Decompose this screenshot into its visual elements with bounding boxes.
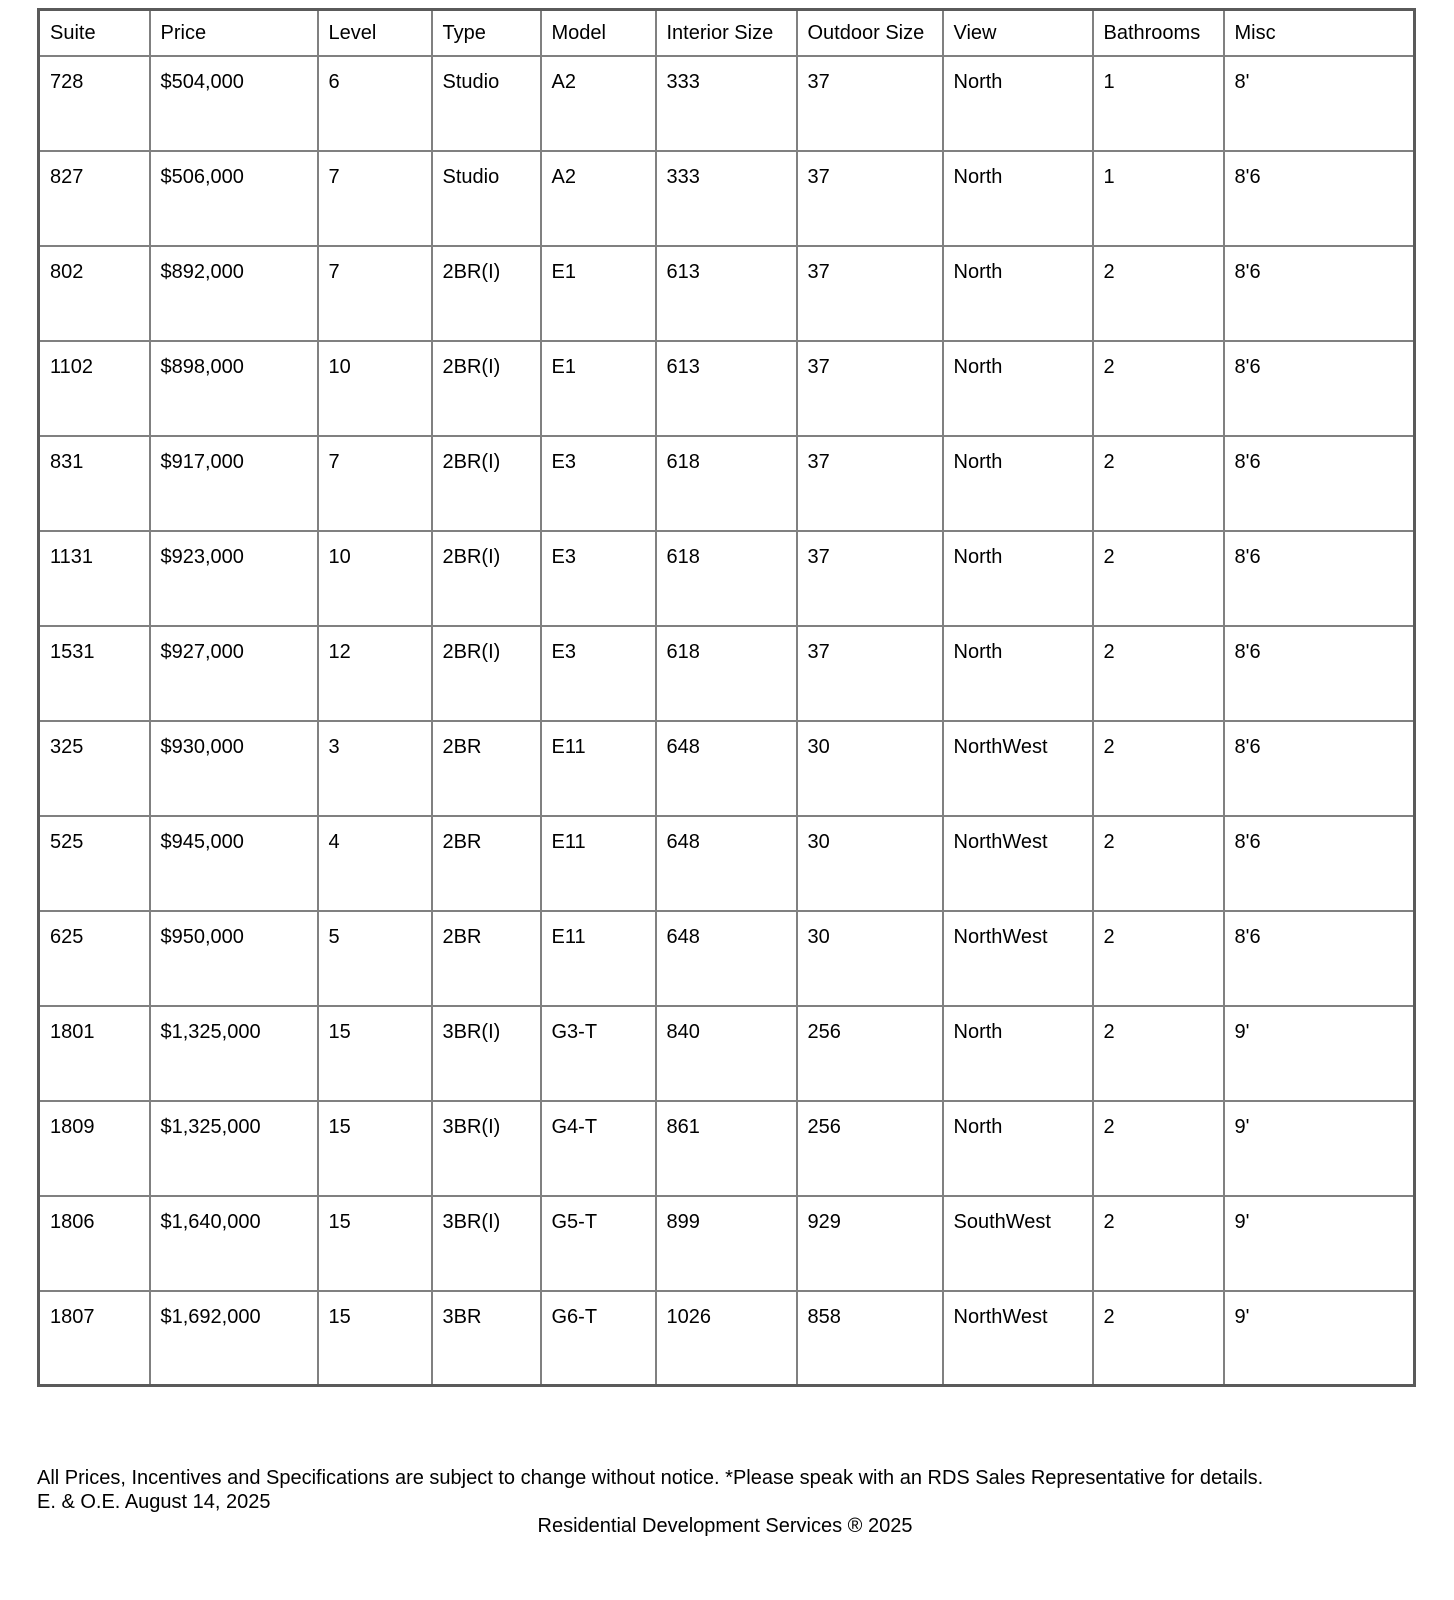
table-row [39,816,1415,911]
table-row [39,1101,1415,1196]
column-header-bathrooms: Bathrooms [1093,10,1224,56]
table-row [39,1196,1415,1291]
table-cell: 10 [318,341,432,436]
table-cell: 2BR(I) [432,436,541,531]
table-cell: E3 [541,436,656,531]
table-cell: A2 [541,56,656,151]
table-cell: $923,000 [150,531,318,626]
table-cell: 2 [1093,1291,1224,1386]
table-cell: 8'6 [1224,531,1415,626]
table-cell: 2 [1093,246,1224,341]
table-row [39,56,1415,151]
table-cell: G3-T [541,1006,656,1101]
table-cell: 2 [1093,626,1224,721]
table-cell: 618 [656,626,797,721]
table-cell: 1801 [39,1006,150,1101]
table-cell: 613 [656,246,797,341]
table-cell: 2BR(I) [432,246,541,341]
table-cell: 1531 [39,626,150,721]
table-cell: E11 [541,721,656,816]
table-cell: North [943,531,1093,626]
table-cell: SouthWest [943,1196,1093,1291]
table-cell: North [943,626,1093,721]
table-cell: North [943,436,1093,531]
table-cell: 2BR [432,911,541,1006]
table-cell: 3BR [432,1291,541,1386]
table-cell: $1,325,000 [150,1006,318,1101]
copyright-text: Residential Development Services ® 2025 [537,1515,913,1537]
table-cell: E11 [541,816,656,911]
table-row [39,436,1415,531]
table-cell: 37 [797,626,943,721]
table-row [39,721,1415,816]
table-cell: 15 [318,1291,432,1386]
table-cell: 8'6 [1224,246,1415,341]
table-cell: $950,000 [150,911,318,1006]
table-cell: $506,000 [150,151,318,246]
table-cell: Studio [432,151,541,246]
column-header-misc: Misc [1224,10,1415,56]
table-cell: 8'6 [1224,816,1415,911]
table-cell: 899 [656,1196,797,1291]
table-cell: North [943,1006,1093,1101]
table-cell: $504,000 [150,56,318,151]
table-cell: 618 [656,436,797,531]
table-cell: $898,000 [150,341,318,436]
table-cell: 2 [1093,721,1224,816]
column-header-outdoor-size: Outdoor Size [797,10,943,56]
table-cell: 2BR(I) [432,341,541,436]
table-cell: 7 [318,151,432,246]
table-cell: Studio [432,56,541,151]
table-row [39,911,1415,1006]
table-cell: 861 [656,1101,797,1196]
table-cell: North [943,56,1093,151]
table-cell: 256 [797,1006,943,1101]
table-cell: 37 [797,531,943,626]
table-cell: 37 [797,56,943,151]
table-cell: 8'6 [1224,436,1415,531]
table-cell: 840 [656,1006,797,1101]
table-cell: 802 [39,246,150,341]
table-cell: 613 [656,341,797,436]
table-cell: $1,692,000 [150,1291,318,1386]
table-cell: 8'6 [1224,721,1415,816]
table-cell: $1,325,000 [150,1101,318,1196]
table-header-row [39,10,1415,56]
table-cell: 2BR(I) [432,531,541,626]
table-cell: 6 [318,56,432,151]
table-cell: $1,640,000 [150,1196,318,1291]
table-cell: E3 [541,531,656,626]
table-cell: 8' [1224,56,1415,151]
table-cell: 9' [1224,1006,1415,1101]
table-cell: 625 [39,911,150,1006]
table-cell: 3BR(I) [432,1006,541,1101]
table-cell: 325 [39,721,150,816]
table-row [39,1006,1415,1101]
table-cell: 2 [1093,1196,1224,1291]
table-cell: G5-T [541,1196,656,1291]
table-row [39,246,1415,341]
table-cell: 8'6 [1224,626,1415,721]
table-row [39,1291,1415,1386]
table-cell: 1102 [39,341,150,436]
table-cell: 2 [1093,436,1224,531]
table-row [39,151,1415,246]
table-cell: 9' [1224,1101,1415,1196]
table-cell: 827 [39,151,150,246]
table-row [39,341,1415,436]
table-cell: 37 [797,436,943,531]
table-cell: NorthWest [943,911,1093,1006]
table-row [39,626,1415,721]
table-cell: 3BR(I) [432,1101,541,1196]
table-cell: 8'6 [1224,151,1415,246]
table-cell: 831 [39,436,150,531]
table-cell: 333 [656,56,797,151]
table-cell: $917,000 [150,436,318,531]
table-cell: 37 [797,341,943,436]
table-cell: 10 [318,531,432,626]
table-cell: 648 [656,816,797,911]
table-cell: North [943,246,1093,341]
table-cell: $930,000 [150,721,318,816]
table-cell: E11 [541,911,656,1006]
table-cell: 8'6 [1224,911,1415,1006]
column-header-model: Model [541,10,656,56]
table-cell: 30 [797,721,943,816]
table-cell: 7 [318,246,432,341]
table-cell: 8'6 [1224,341,1415,436]
table-cell: 1806 [39,1196,150,1291]
table-cell: 2 [1093,1006,1224,1101]
table-cell: 7 [318,436,432,531]
table-cell: 525 [39,816,150,911]
table-cell: 15 [318,1101,432,1196]
table-cell: 2 [1093,531,1224,626]
table-cell: 1131 [39,531,150,626]
table-cell: 2BR [432,721,541,816]
table-cell: 15 [318,1196,432,1291]
table-cell: 1809 [39,1101,150,1196]
table-cell: 2 [1093,1101,1224,1196]
table-cell: G6-T [541,1291,656,1386]
errors-and-omissions-text: E. & O.E. August 14, 2025 [37,1491,271,1513]
table-cell: NorthWest [943,816,1093,911]
table-cell: $945,000 [150,816,318,911]
table-cell: 2BR(I) [432,626,541,721]
table-cell: 9' [1224,1196,1415,1291]
column-header-view: View [943,10,1093,56]
table-cell: 2 [1093,816,1224,911]
table-cell: A2 [541,151,656,246]
table-cell: 3 [318,721,432,816]
table-cell: NorthWest [943,1291,1093,1386]
column-header-interior-size: Interior Size [656,10,797,56]
table-cell: 37 [797,151,943,246]
table-cell: E1 [541,246,656,341]
availability-table [37,8,1416,1387]
table-cell: 3BR(I) [432,1196,541,1291]
table-cell: 15 [318,1006,432,1101]
table-cell: North [943,151,1093,246]
table-cell: 1 [1093,151,1224,246]
table-cell: 1 [1093,56,1224,151]
table-cell: G4-T [541,1101,656,1196]
column-header-type: Type [432,10,541,56]
table-cell: 728 [39,56,150,151]
table-header [39,10,1415,56]
table-cell: 1026 [656,1291,797,1386]
table-cell: 2BR [432,816,541,911]
table-cell: NorthWest [943,721,1093,816]
table-cell: E3 [541,626,656,721]
table-cell: 37 [797,246,943,341]
table-cell: E1 [541,341,656,436]
table-cell: North [943,341,1093,436]
column-header-level: Level [318,10,432,56]
table-cell: 333 [656,151,797,246]
table-cell: 648 [656,911,797,1006]
table-cell: 30 [797,911,943,1006]
footer-disclaimer-block [37,1466,1417,1514]
table-cell: 1807 [39,1291,150,1386]
table-cell: 12 [318,626,432,721]
table-cell: 2 [1093,911,1224,1006]
column-header-price: Price [150,10,318,56]
table-cell: $927,000 [150,626,318,721]
table-cell: 2 [1093,341,1224,436]
table-body [39,56,1415,1386]
table-cell: 9' [1224,1291,1415,1386]
table-cell: 4 [318,816,432,911]
table-cell: 30 [797,816,943,911]
column-header-suite: Suite [39,10,150,56]
table-cell: 5 [318,911,432,1006]
table-cell: 256 [797,1101,943,1196]
table-cell: 648 [656,721,797,816]
disclaimer-text: All Prices, Incentives and Specifications are subject to change without notice. *Please speak with an RDS Sales Representative for details. [37,1467,1264,1489]
table-cell: North [943,1101,1093,1196]
table-cell: 858 [797,1291,943,1386]
table-cell: 618 [656,531,797,626]
table-row [39,531,1415,626]
table-cell: 929 [797,1196,943,1291]
table-cell: $892,000 [150,246,318,341]
